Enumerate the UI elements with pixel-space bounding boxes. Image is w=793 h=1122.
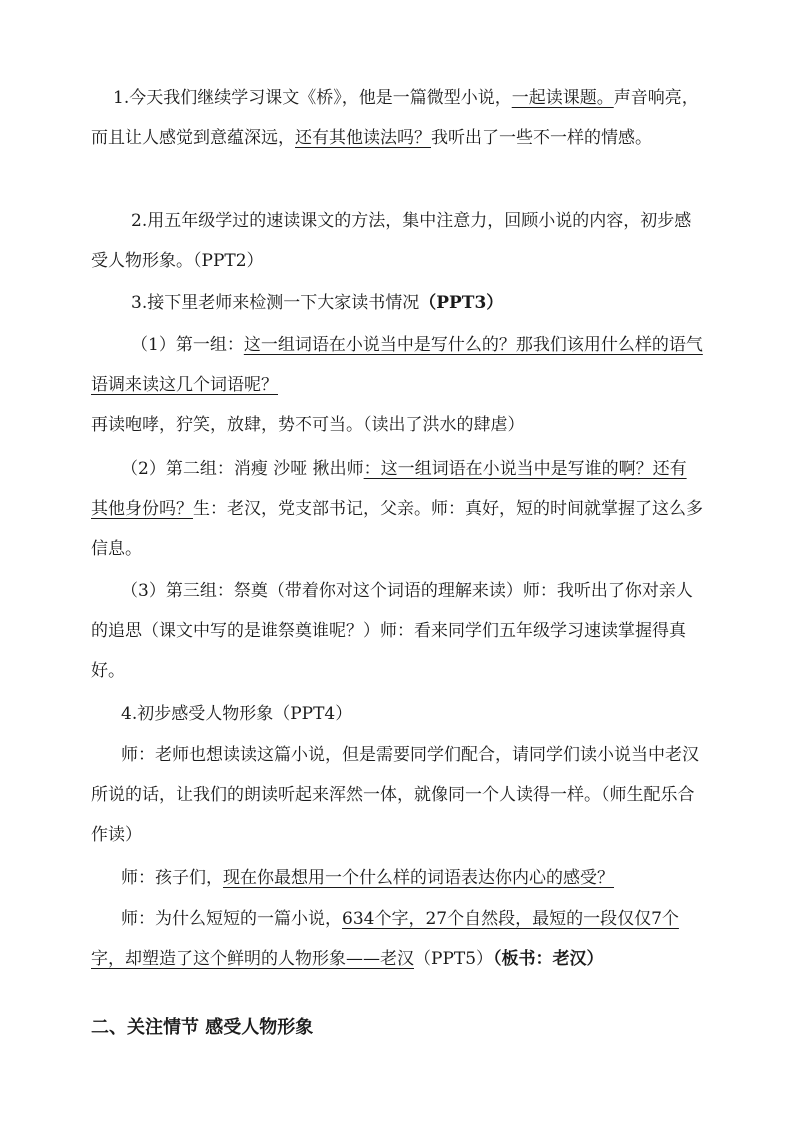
underlined-text: 634个字，27个自然段，最短的一段仅仅7个字，却塑造了这个鲜明的人物形象——老汉 (91, 909, 679, 969)
underlined-text: ：这一组词语在小说当中是写谁的啊？还有其他身份吗？ (91, 459, 687, 519)
text-span: （3）第三组：祭奠（带着你对这个词语的理解来读）师：我听出了你对亲人的追思（课文中写的是谁祭奠谁呢？）师：看来同学们五年级学习速读掌握得真好。 (91, 581, 693, 681)
paragraph-6 (91, 571, 703, 691)
paragraph-1 (91, 78, 703, 158)
text-span: 1.今天我们继续学习课文《桥》，他是一篇微型小说， (113, 88, 512, 108)
underlined-text: 现在你最想用一个什么样的词语表达你内心的感受？ (223, 868, 614, 888)
section-heading: 二、关注情节 感受人物形象 (91, 1017, 314, 1038)
underlined-text: 一起读课题。 (511, 88, 614, 108)
text-span: （2）第二组：消瘦 沙哑 揪出师 (121, 459, 364, 479)
paragraph-5 (91, 449, 703, 569)
paragraph-9 (91, 858, 703, 898)
text-span: 4.初步感受人物形象（PPT4） (121, 704, 353, 724)
paragraph-3 (91, 283, 703, 323)
text-span: 我听出了一些不一样的情感。 (431, 128, 652, 148)
bold-text: （板书：老汉） (493, 949, 604, 969)
bold-text: （PPT3） (419, 293, 504, 313)
paragraph-2 (91, 201, 703, 281)
text-span: 生：老汉，党支部书记，父亲。师：真好，短的时间就掌握了这么多信息。 (91, 499, 703, 559)
text-span: 师：孩子们， (121, 868, 223, 888)
paragraph-4 (91, 325, 703, 445)
text-span: 再读咆哮，狞笑，放肆，势不可当。（读出了洪水的肆虐） (91, 415, 525, 435)
text-span: 师：老师也想读读这篇小说，但是需要同学们配合，请同学们读小说当中老汉所说的话，让我们的朗读听起来浑然一体，就像同一个人读得一样。（师生配乐合作读） (91, 745, 699, 845)
text-span: 声音响亮，而且让人感觉到意蕴深远， (91, 88, 699, 148)
underlined-text: 还有其他读法吗？ (295, 128, 431, 148)
paragraph-8 (91, 735, 703, 855)
paragraph-10 (91, 899, 703, 979)
underlined-text: 这一组词语在小说当中是写什么的？那我们该用什么样的语气语调来读这几个词语呢？ (91, 335, 703, 395)
text-span: 3.接下里老师来检测一下大家读书情况 (131, 293, 420, 313)
text-span: （1）第一组： (131, 335, 244, 355)
paragraph-7 (91, 694, 703, 734)
text-span: （PPT5） (414, 949, 494, 969)
text-span: 师：为什么短短的一篇小说， (121, 909, 342, 929)
text-span: 2.用五年级学过的速读课文的方法，集中注意力，回顾小说的内容，初步感受人物形象。（PPT2） (91, 211, 692, 271)
